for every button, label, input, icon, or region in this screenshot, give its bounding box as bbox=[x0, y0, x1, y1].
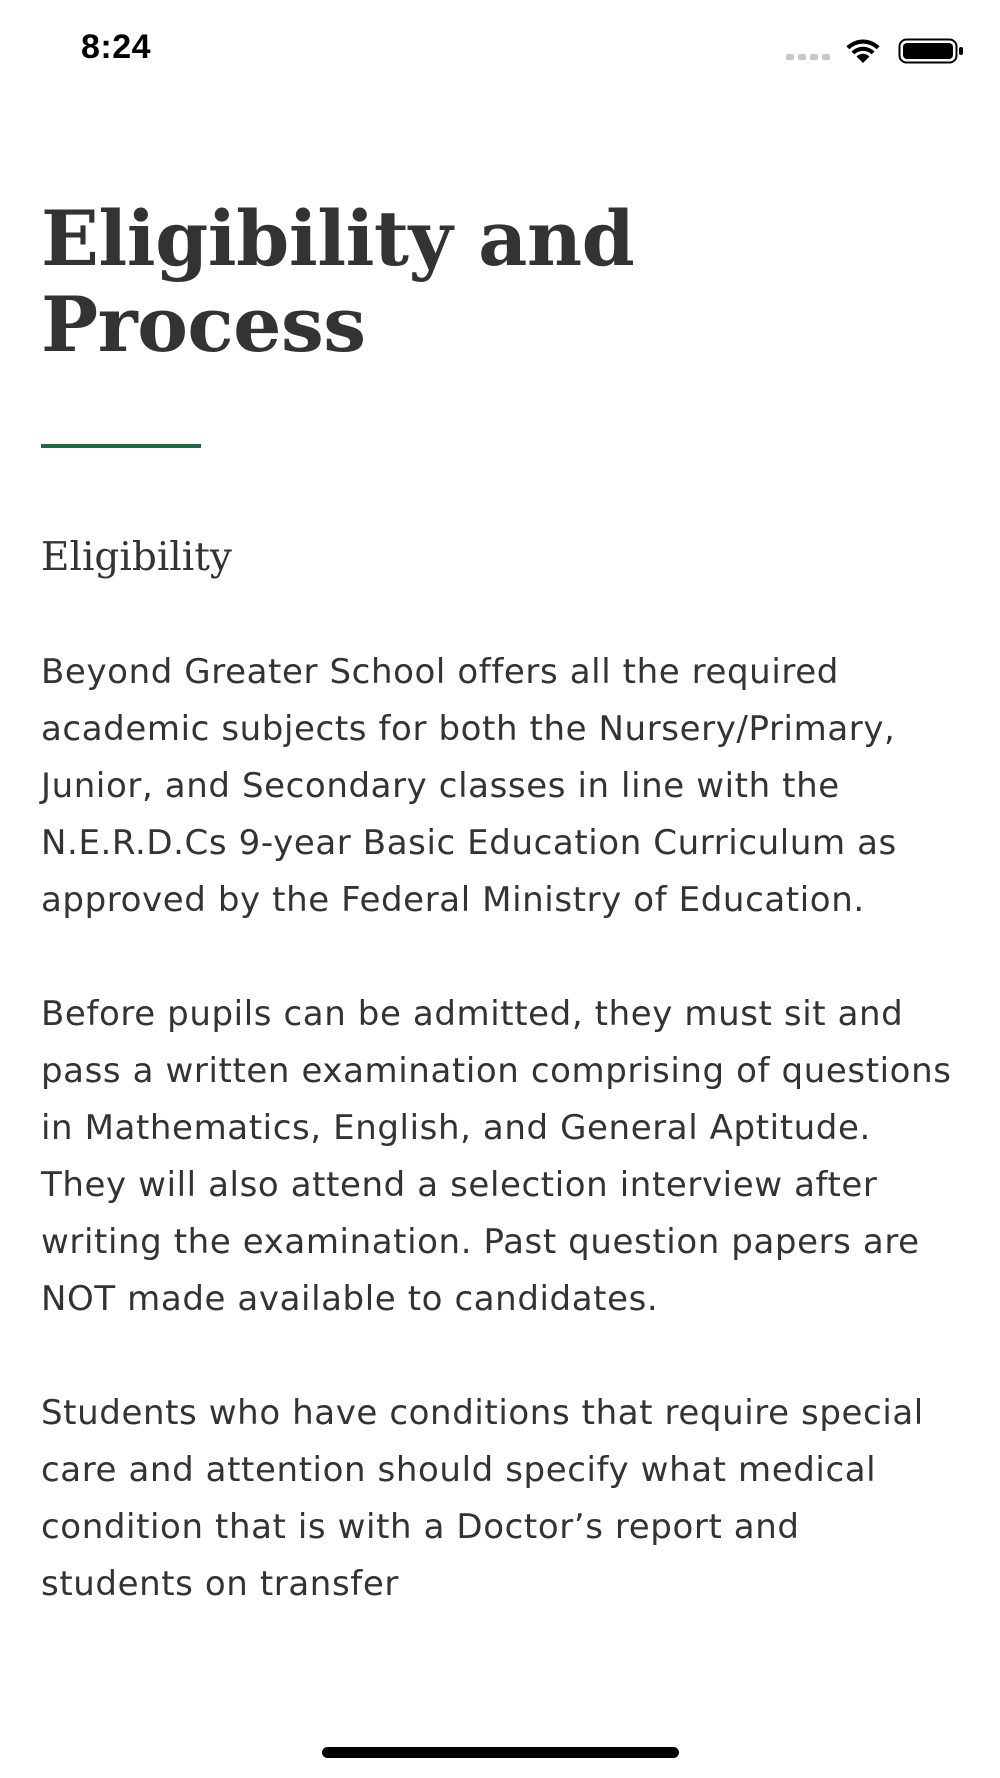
status-bar bbox=[0, 0, 1000, 100]
status-time: 8:24 bbox=[81, 28, 152, 66]
signal-icon bbox=[784, 36, 832, 66]
battery-icon bbox=[898, 36, 964, 66]
wifi-icon bbox=[842, 36, 884, 66]
body-paragraph: Students who have conditions that require special care and attention should specify what medical condition that is with a Doctor’s report and students on transfer bbox=[41, 1393, 924, 1604]
title-divider bbox=[41, 444, 201, 448]
page-title: Eligibility and Process bbox=[41, 194, 635, 369]
body-paragraph: Beyond Greater School offers all the required academic subjects for both the Nursery/Primary, Junior, and Secondary classes in line with the N.E.R.D.Cs 9-year Basic Education Curriculum as approved by the Federal Ministry of Education. bbox=[41, 652, 897, 920]
home-indicator[interactable] bbox=[322, 1747, 679, 1758]
section-heading: Eligibility bbox=[41, 535, 232, 580]
status-icons bbox=[784, 36, 964, 66]
page-content bbox=[41, 196, 961, 1613]
body-paragraph: Before pupils can be admitted, they must sit and pass a written examination comprising of questions in Mathematics, English, and General Aptitude. They will also attend a selection interview after writing the examination. Past question papers are NOT made available to candidates. bbox=[41, 994, 952, 1319]
